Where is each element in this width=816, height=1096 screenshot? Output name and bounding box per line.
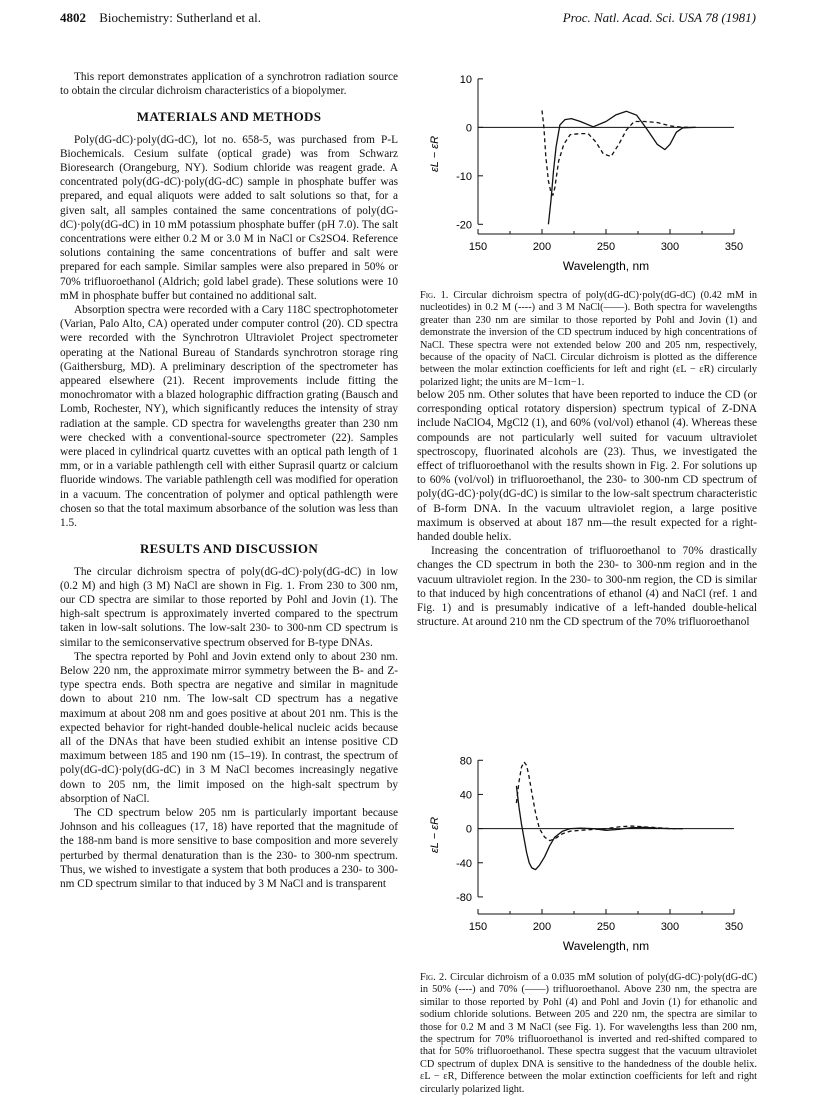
- chart2-y-tick-label: -80: [456, 891, 472, 904]
- intro-paragraph: This report demonstrates application of a synchrotron radiation source to obtain the circular dichroism characteristics of a biopolymer.: [60, 71, 398, 98]
- chart2-x-tick-label: 250: [596, 921, 616, 933]
- figure-1-caption: [420, 290, 757, 389]
- methods-paragraph-1: Poly(dG-dC)·poly(dG-dC), lot no. 658-5, was purchased from P-L Biochemicals. Cesium sulfate (optical grade) was from Schwarz Bioresearch (Orangeburg, NY). Sodium chloride was reagent grade. A concentrated poly(dG-dC)·poly(dG-dC) sample in phosphate buffer was prepared, and equal aliquots were added to salt solutions so that, for a given salt, all samples contained the same concentrations of poly(dG-dC)·poly(dG-dC) in 10 mM potassium phosphate buffer (pH 7.0). The salt concentrations were either 0.2 M or 3.0 M in NaCl or Cs2SO4. Reference solutions containing the same concentrations of buffer and salt were prepared for each sample. Similar samples were also prepared in 50% or 70% trifluoroethanol (Aldrich; gold label grade). These solutions were 10 mM in phosphate buffer but contained no additional salt.: [60, 133, 398, 302]
- chart1-x-tick-label: 300: [660, 241, 680, 253]
- figure-1-caption-text: Circular dichroism spectra of poly(dG-dC)·poly(dG-dC) (0.42 mM in nucleotides) in 0.2 M (----) and 3 M NaCl(——). Both spectra for wavelengths greater than 230 nm are similar to those reported by Pohl and Jovin (1) and demonstrate the inversion of the CD spectrum induced by high concentrations of NaCl. These spectra were not extended below 200 and 205 nm, respectively, because of the opacity of NaCl. Circular dichroism is plotted as the difference between the molar extinction coefficients for left and right (εL − εR) circularly polarized light; the units are M−1cm−1.: [420, 290, 757, 388]
- left-column: [60, 70, 398, 891]
- results-paragraph-1: The circular dichroism spectra of poly(dG-dC)·poly(dG-dC) in low (0.2 M) and high (3 M) NaCl are shown in Fig. 1. From 230 to 300 nm, our CD spectra are similar to those reported by Pohl and Jovin (1). The high-salt spectrum is approximately inverted compared to the spectrum taken in low-salt solutions. The low-salt 230- to 300-nm CD spectrum is similar to the semiconservative spectrum observed for B-type DNAs.: [60, 565, 398, 649]
- right-paragraph-1: below 205 nm. Other solutes that have been reported to induce the CD (or corresponding optical rotatory dispersion) spectrum typical of Z-DNA include NaClO4, MgCl2 (1), and 60% (vol/vol) ethanol (4). Whereas these compounds are not particularly well suited for vacuum ultraviolet spectroscopy, fluorinated alcohols are (23). Thus, we investigated the effect of trifluoroethanol with the results shown in Fig. 2. For solutions up to 60% (vol/vol) in trifluoroethanol, the 230- to 300-nm CD spectrum of poly(dG-dC)·poly(dG-dC) is similar to the low-salt spectrum characteristic of B-form DNA. In the vacuum ultraviolet region, a large positive maximum is observed at about 187 nm—the result expected for a right-handed double helix.: [417, 389, 757, 544]
- figure-2-caption-text: Circular dichroism of a 0.035 mM solution of poly(dG-dC)·poly(dG-dC) in 50% (----) and 70% (——) trifluoroethanol. Above 230 nm, the spectra are similar to those reported by Pohl (4) and Pohl and Jovin (1) for ethanolic and sodium chloride solutions. Between 205 and 220 nm, the spectra are similar to those for 0.2 M and 3 M NaCl (see Fig. 1). For wavelengths less than 200 nm, the spectrum for 70% trifluoroethanol is inverted and red-shifted compared to that for 50% trifluoroethanol. These spectra suggest that the vacuum ultraviolet CD spectrum of duplex DNA is sensitive to the handedness of the double helix. εL − εR, Difference between the molar extinction coefficients for left and right circularly polarized light.: [420, 972, 758, 1095]
- methods-paragraph-2: Absorption spectra were recorded with a Cary 118C spectrophotometer (Varian, Palo Alto, CA) operated under computer control (20). CD spectra were recorded with the Synchrotron Ultraviolet Project spectrometer operating at the National Bureau of Standards synchrotron storage ring (Gaithersburg, MD). A preliminary description of the spectrometer has appeared elsewhere (21). Recent improvements include fitting the monochromator with a blazed holographic diffraction grating (Bausch and Lomb, Rochester, NY), which significantly reduces the intensity of stray radiation at the sample. CD spectra for wavelengths greater than 230 nm were checked with a conventional-source spectrometer (22). Samples were placed in cylindrical quartz cuvettes with an optical path length of 1 mm, or in a variable pathlength cell with either Suprasil quartz or calcium fluoride windows. The variable pathlength cell was modified for operation in a vacuum. The concentration of polymer and optical pathlength were chosen so that the total maximum absorbance of the solution was less than 1.5.: [60, 304, 398, 530]
- chart2-series-solid: [516, 786, 682, 870]
- chart2-x-tick-label: 350: [724, 921, 744, 933]
- chart1-series-dashed: [542, 110, 689, 195]
- figure-1-chart: [420, 66, 760, 288]
- results-paragraph-3: The CD spectrum below 205 nm is particularly important because Johnson and his colleagues (17, 18) have reported that the magnitude of the 188-nm band is more sensitive to base composition and more severely perturbed by thermal denaturation than is the 230- to 300-nm spectrum. Thus, we wished to investigate a system that both produces a 230- to 300-nm CD spectrum similar to that induced by 3 M NaCl and is transparent: [60, 806, 398, 890]
- running-title: Biochemistry: Sutherland et al.: [99, 10, 261, 25]
- chart1-y-tick-label: -10: [456, 170, 472, 183]
- running-header-right: Proc. Natl. Acad. Sci. USA 78 (1981): [562, 10, 756, 25]
- chart1-series-solid: [548, 111, 695, 224]
- page-number: 4802: [60, 10, 86, 25]
- chart2-x-tick-label: 200: [532, 921, 552, 933]
- chart2-y-tick-label: 40: [459, 789, 472, 802]
- right-paragraph-2: Increasing the concentration of trifluoroethanol to 70% drastically changes the CD spectrum in both the 230- to 300-nm region and in the vacuum ultraviolet region. In the 230- to 300-nm region, the CD is similar to that induced by high concentrations of ethanol (4) and NaCl (ref. 1 and Fig. 1) and is presumably indicative of a left-handed double-helical structure. At around 210 nm the CD spectrum of the 70% trifluoroethanol: [417, 545, 757, 629]
- figure-2-label: Fig. 2.: [420, 972, 447, 983]
- figure-2-chart: [420, 748, 760, 970]
- chart2-y-tick-label: -40: [456, 857, 472, 870]
- chart1-y-axis-label: εL − εR: [429, 135, 441, 173]
- chart1-x-tick-label: 350: [724, 241, 744, 253]
- chart1-y-tick-label: -20: [456, 219, 472, 232]
- chart1-x-tick-label: 150: [468, 241, 488, 253]
- chart2-x-tick-label: 300: [660, 921, 680, 933]
- figure-1-label: Fig. 1.: [420, 290, 449, 301]
- chart2-y-tick-label: 80: [459, 755, 472, 768]
- chart2-x-tick-label: 150: [468, 921, 488, 933]
- chart1-y-tick-label: 0: [465, 122, 472, 135]
- chart1-x-axis-label: Wavelength, nm: [562, 259, 650, 273]
- chart2-x-axis-label: Wavelength, nm: [562, 939, 650, 953]
- methods-heading: MATERIALS AND METHODS: [136, 109, 322, 125]
- right-column: [417, 388, 757, 629]
- chart2-y-axis-label: εL − εR: [429, 816, 441, 854]
- running-header-left: [60, 10, 261, 26]
- results-paragraph-2: The spectra reported by Pohl and Jovin extend only to about 230 nm. Below 220 nm, the approximate mirror symmetry between the B- and Z-type spectra ends. Both spectra are negative and similar in magnitude down to about 210 nm. The low-salt CD spectrum has a negative maximum at about 208 nm and goes positive at about 201 nm. This is the expected behavior for right-handed double-helical nucleic acids because all of the DNAs that have been studied exhibit an intense positive CD maximum between 185 and 190 nm (15–19). In contrast, the spectrum of poly(dG-dC)·poly(dG-dC) in 3 M NaCl becomes increasingly negative down to 205 nm, the limit imposed on the high-salt spectrum by absorption of NaCl.: [60, 650, 398, 805]
- figure-2-caption: [420, 972, 757, 1096]
- chart2-y-tick-label: 0: [465, 823, 472, 836]
- chart1-x-tick-label: 250: [596, 241, 616, 253]
- results-heading: RESULTS AND DISCUSSION: [139, 541, 319, 557]
- chart1-x-tick-label: 200: [532, 241, 552, 253]
- chart1-y-tick-label: 10: [459, 73, 472, 86]
